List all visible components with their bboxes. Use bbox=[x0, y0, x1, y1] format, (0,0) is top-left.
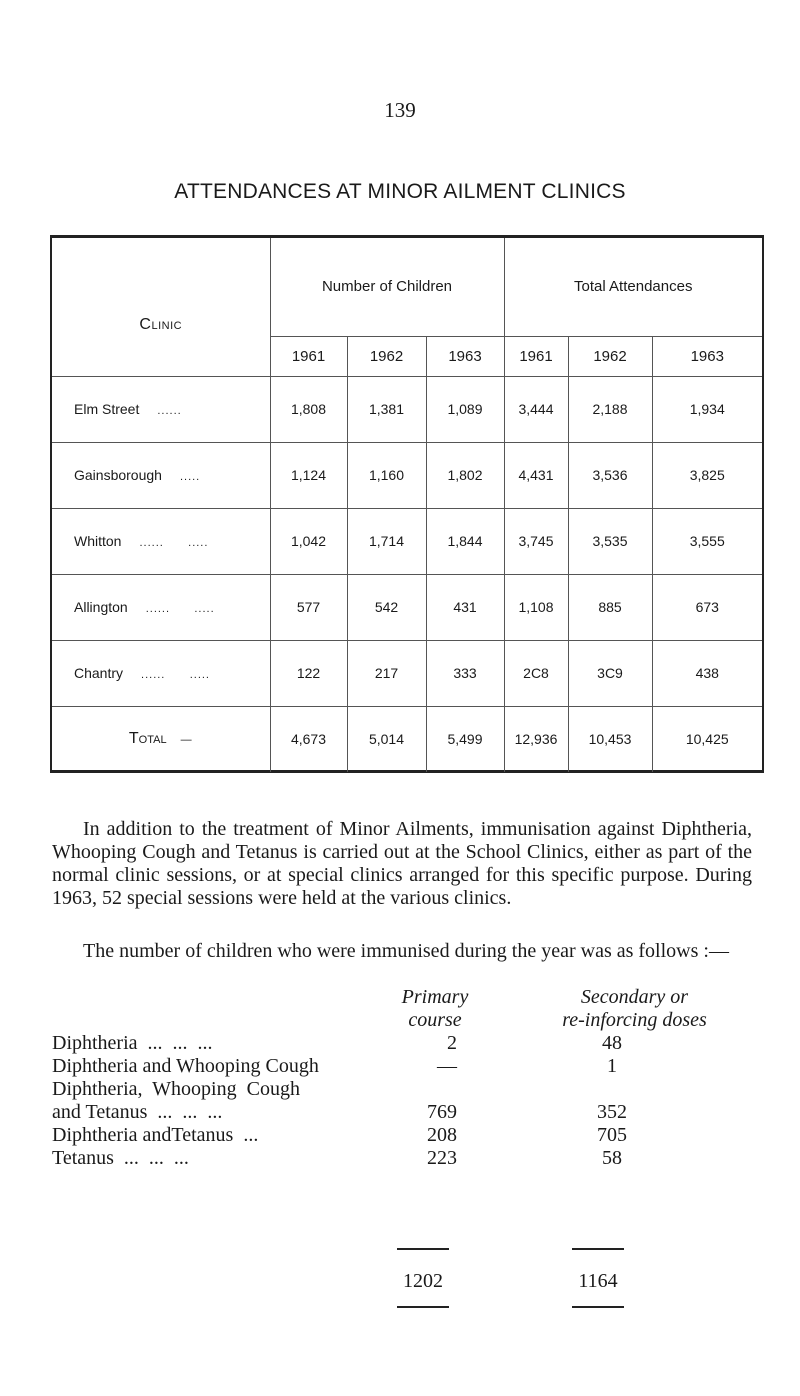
year-header: 1961 bbox=[270, 336, 347, 376]
clinic-name-cell bbox=[52, 574, 270, 640]
value-cell: 673 bbox=[652, 574, 762, 640]
table-row bbox=[52, 508, 762, 574]
value-cell: 3,555 bbox=[652, 508, 762, 574]
primary-value: 769 bbox=[427, 1101, 457, 1123]
value-cell: 1,714 bbox=[347, 508, 426, 574]
primary-course-header: Primary bbox=[401, 986, 469, 1008]
clinic-name: Allington bbox=[74, 599, 128, 615]
immunisation-label: Tetanus ... ... ... bbox=[52, 1147, 189, 1169]
value-cell: 1,934 bbox=[652, 376, 762, 442]
value-cell: 1,381 bbox=[347, 376, 426, 442]
primary-value: 208 bbox=[427, 1124, 457, 1146]
value-cell: 3C9 bbox=[568, 640, 652, 706]
value-cell: 333 bbox=[426, 640, 504, 706]
immunisation-label: Diphtheria ... ... ... bbox=[52, 1032, 213, 1054]
immunisation-table bbox=[52, 988, 772, 1170]
value-cell: 12,936 bbox=[504, 706, 568, 772]
clinic-name-cell bbox=[52, 376, 270, 442]
clinic-name: Elm Street bbox=[74, 401, 140, 417]
immunisation-row bbox=[52, 1078, 772, 1101]
clinic-name-cell bbox=[52, 508, 270, 574]
value-cell: 3,536 bbox=[568, 442, 652, 508]
primary-value: — bbox=[437, 1055, 457, 1077]
immunisation-label: Diphtheria andTetanus ... bbox=[52, 1124, 259, 1146]
children-group-label: Number of Children bbox=[321, 278, 453, 296]
leader-dots: — bbox=[180, 734, 193, 747]
immunisation-label: Diphtheria and Whooping Cough bbox=[52, 1055, 319, 1077]
value-cell: 1,124 bbox=[270, 442, 347, 508]
clinic-name: Gainsborough bbox=[74, 467, 162, 483]
value-cell: 1,844 bbox=[426, 508, 504, 574]
secondary-value: 705 bbox=[597, 1124, 627, 1146]
table-total-row bbox=[52, 706, 762, 772]
attendance-table bbox=[50, 235, 764, 773]
immunisation-row bbox=[52, 1124, 772, 1147]
attendances-group-label: Total Attendances bbox=[574, 278, 693, 296]
secondary-value: 1 bbox=[607, 1055, 617, 1077]
table-row bbox=[52, 640, 762, 706]
value-cell: 1,160 bbox=[347, 442, 426, 508]
value-cell: 217 bbox=[347, 640, 426, 706]
clinic-name: Chantry bbox=[74, 665, 124, 681]
value-cell: 3,745 bbox=[504, 508, 568, 574]
secondary-doses-header: Secondary or bbox=[580, 986, 689, 1008]
value-cell: 4,431 bbox=[504, 442, 568, 508]
immunisation-row bbox=[52, 1101, 772, 1124]
value-cell: 2,188 bbox=[568, 376, 652, 442]
page-title: ATTENDANCES AT MINOR AILMENT CLINICS bbox=[174, 180, 626, 203]
secondary-value: 48 bbox=[602, 1032, 622, 1054]
primary-value: 2 bbox=[447, 1032, 457, 1054]
primary-total: 1202 bbox=[403, 1270, 443, 1292]
primary-course-header: course bbox=[408, 1009, 462, 1031]
secondary-total-rule-top bbox=[572, 1248, 624, 1250]
year-header: 1962 bbox=[347, 336, 426, 376]
value-cell: 4,673 bbox=[270, 706, 347, 772]
immunisation-row bbox=[52, 1055, 772, 1078]
page-number: 139 bbox=[384, 98, 416, 122]
secondary-total-rule-bottom bbox=[572, 1306, 624, 1308]
immunisation-row bbox=[52, 1147, 772, 1170]
value-cell: 1,108 bbox=[504, 574, 568, 640]
value-cell: 5,499 bbox=[426, 706, 504, 772]
leader-dots: ...... bbox=[157, 405, 182, 417]
value-cell: 431 bbox=[426, 574, 504, 640]
leader-dots: ..... bbox=[179, 471, 201, 483]
immunisation-row bbox=[52, 1032, 772, 1055]
clinic-name-cell bbox=[52, 442, 270, 508]
value-cell: 3,444 bbox=[504, 376, 568, 442]
value-cell: 1,089 bbox=[426, 376, 504, 442]
attendances-group-header bbox=[504, 238, 762, 336]
value-cell: 10,453 bbox=[568, 706, 652, 772]
leader-dots: ...... ..... bbox=[139, 537, 209, 549]
secondary-value: 58 bbox=[602, 1147, 622, 1169]
value-cell: 542 bbox=[347, 574, 426, 640]
clinic-name-cell bbox=[52, 640, 270, 706]
value-cell: 438 bbox=[652, 640, 762, 706]
secondary-value: 352 bbox=[597, 1101, 627, 1123]
value-cell: 1,802 bbox=[426, 442, 504, 508]
value-cell: 1,808 bbox=[270, 376, 347, 442]
primary-total-rule-bottom bbox=[397, 1306, 449, 1308]
year-header: 1962 bbox=[568, 336, 652, 376]
table-row bbox=[52, 442, 762, 508]
clinic-column-header: Clinic bbox=[52, 238, 270, 376]
clinic-name-cell bbox=[52, 706, 270, 772]
primary-total-rule-top bbox=[397, 1248, 449, 1250]
clinic-name: Total bbox=[128, 730, 167, 748]
primary-value: 223 bbox=[427, 1147, 457, 1169]
value-cell: 5,014 bbox=[347, 706, 426, 772]
table-row bbox=[52, 574, 762, 640]
children-group-header bbox=[270, 238, 504, 336]
immunisation-label: and Tetanus ... ... ... bbox=[52, 1101, 223, 1123]
year-header: 1963 bbox=[426, 336, 504, 376]
value-cell: 3,825 bbox=[652, 442, 762, 508]
value-cell: 577 bbox=[270, 574, 347, 640]
immunised-intro-paragraph: The number of children who were immunised during the year was as follows :— bbox=[83, 940, 729, 962]
secondary-doses-header: re-inforcing doses bbox=[562, 1009, 707, 1031]
secondary-total: 1164 bbox=[578, 1270, 618, 1292]
value-cell: 1,042 bbox=[270, 508, 347, 574]
value-cell: 122 bbox=[270, 640, 347, 706]
value-cell: 10,425 bbox=[652, 706, 762, 772]
value-cell: 885 bbox=[568, 574, 652, 640]
immunisation-label: Diphtheria, Whooping Cough bbox=[52, 1078, 300, 1100]
year-header: 1961 bbox=[504, 336, 568, 376]
year-header: 1963 bbox=[652, 336, 762, 376]
leader-dots: ...... ..... bbox=[145, 603, 215, 615]
value-cell: 3,535 bbox=[568, 508, 652, 574]
leader-dots: ...... ..... bbox=[141, 669, 210, 681]
immunisation-paragraph: In addition to the treatment of Minor Ailments, immunisation against Diphtheria, Whooping Cough and Tetanus is carried out at the School Clinics, either as part of the normal clinic sessions, or at special clinics arranged for this specific purpose. During 1963, 52 special sessions were held at the various clinics. bbox=[52, 818, 752, 909]
table-row bbox=[52, 376, 762, 442]
value-cell: 2C8 bbox=[504, 640, 568, 706]
clinic-name: Whitton bbox=[74, 533, 122, 549]
